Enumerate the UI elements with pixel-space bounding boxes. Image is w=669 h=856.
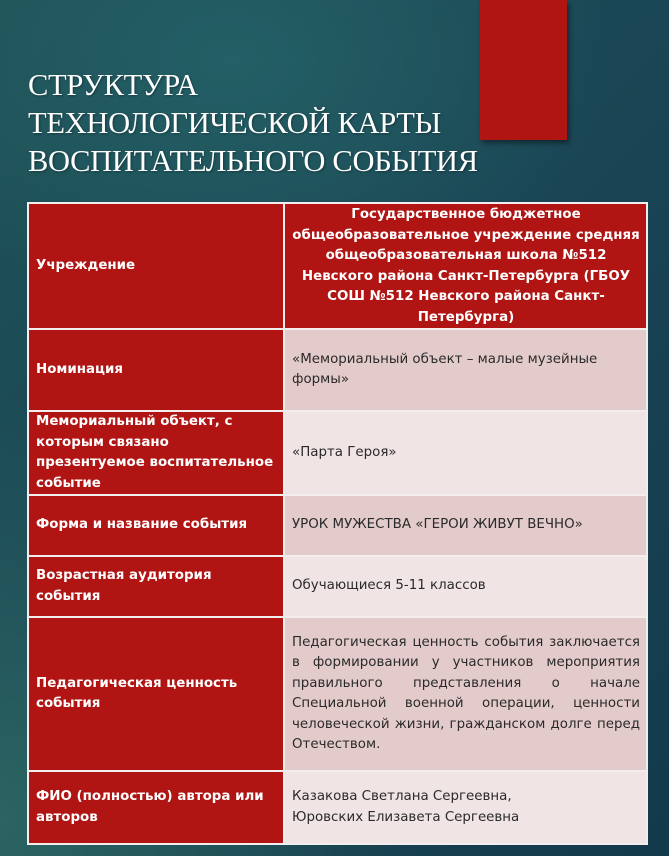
table-row-authors — [28, 771, 647, 844]
table-row-memorial-object — [28, 411, 647, 495]
table-row-institution — [28, 203, 647, 329]
title-line-1: СТРУКТУРА — [28, 68, 198, 102]
author-1: Казакова Светлана Сергеевна, — [292, 789, 512, 804]
row-value: Педагогическая ценность события заключается в формировании у участников мероприятия правильного представления о начале Специальной военной операции, ценности человеческой жизни, гражданском долге перед Отечеством. — [284, 617, 647, 771]
row-label: Педагогическая ценность события — [28, 617, 284, 771]
red-accent-bar — [480, 0, 567, 140]
row-value: Государственное бюджетное общеобразовательное учреждение средняя общеобразовательная школа №512 Невского района Санкт-Петербурга (ГБОУ СОШ №512 Невского района Санкт-Петербурга) — [284, 203, 647, 329]
row-value: Обучающиеся 5-11 классов — [284, 556, 647, 617]
row-label: ФИО (полностью) автора или авторов — [28, 771, 284, 844]
table-row-event-form — [28, 495, 647, 556]
table-row-pedagogical-value — [28, 617, 647, 771]
row-value: УРОК МУЖЕСТВА «ГЕРОИ ЖИВУТ ВЕЧНО» — [284, 495, 647, 556]
title-line-2: ТЕХНОЛОГИЧЕСКОЙ КАРТЫ — [28, 106, 441, 140]
row-label: Мемориальный объект, с которым связано презентуемое воспитательное событие — [28, 411, 284, 495]
row-label: Форма и название события — [28, 495, 284, 556]
row-label: Возрастная аудитория события — [28, 556, 284, 617]
tech-card-table — [27, 202, 648, 845]
table-row-audience — [28, 556, 647, 617]
row-label: Номинация — [28, 329, 284, 411]
title-line-3: ВОСПИТАТЕЛЬНОГО СОБЫТИЯ — [28, 144, 478, 178]
author-2: Юровских Елизавета Сергеевна — [292, 809, 520, 825]
row-value: «Мемориальный объект – малые музейные формы» — [284, 329, 647, 411]
slide-title — [28, 66, 478, 180]
table-row-nomination — [28, 329, 647, 411]
row-label: Учреждение — [28, 203, 284, 329]
row-value — [284, 771, 647, 844]
row-value: «Парта Героя» — [284, 411, 647, 495]
